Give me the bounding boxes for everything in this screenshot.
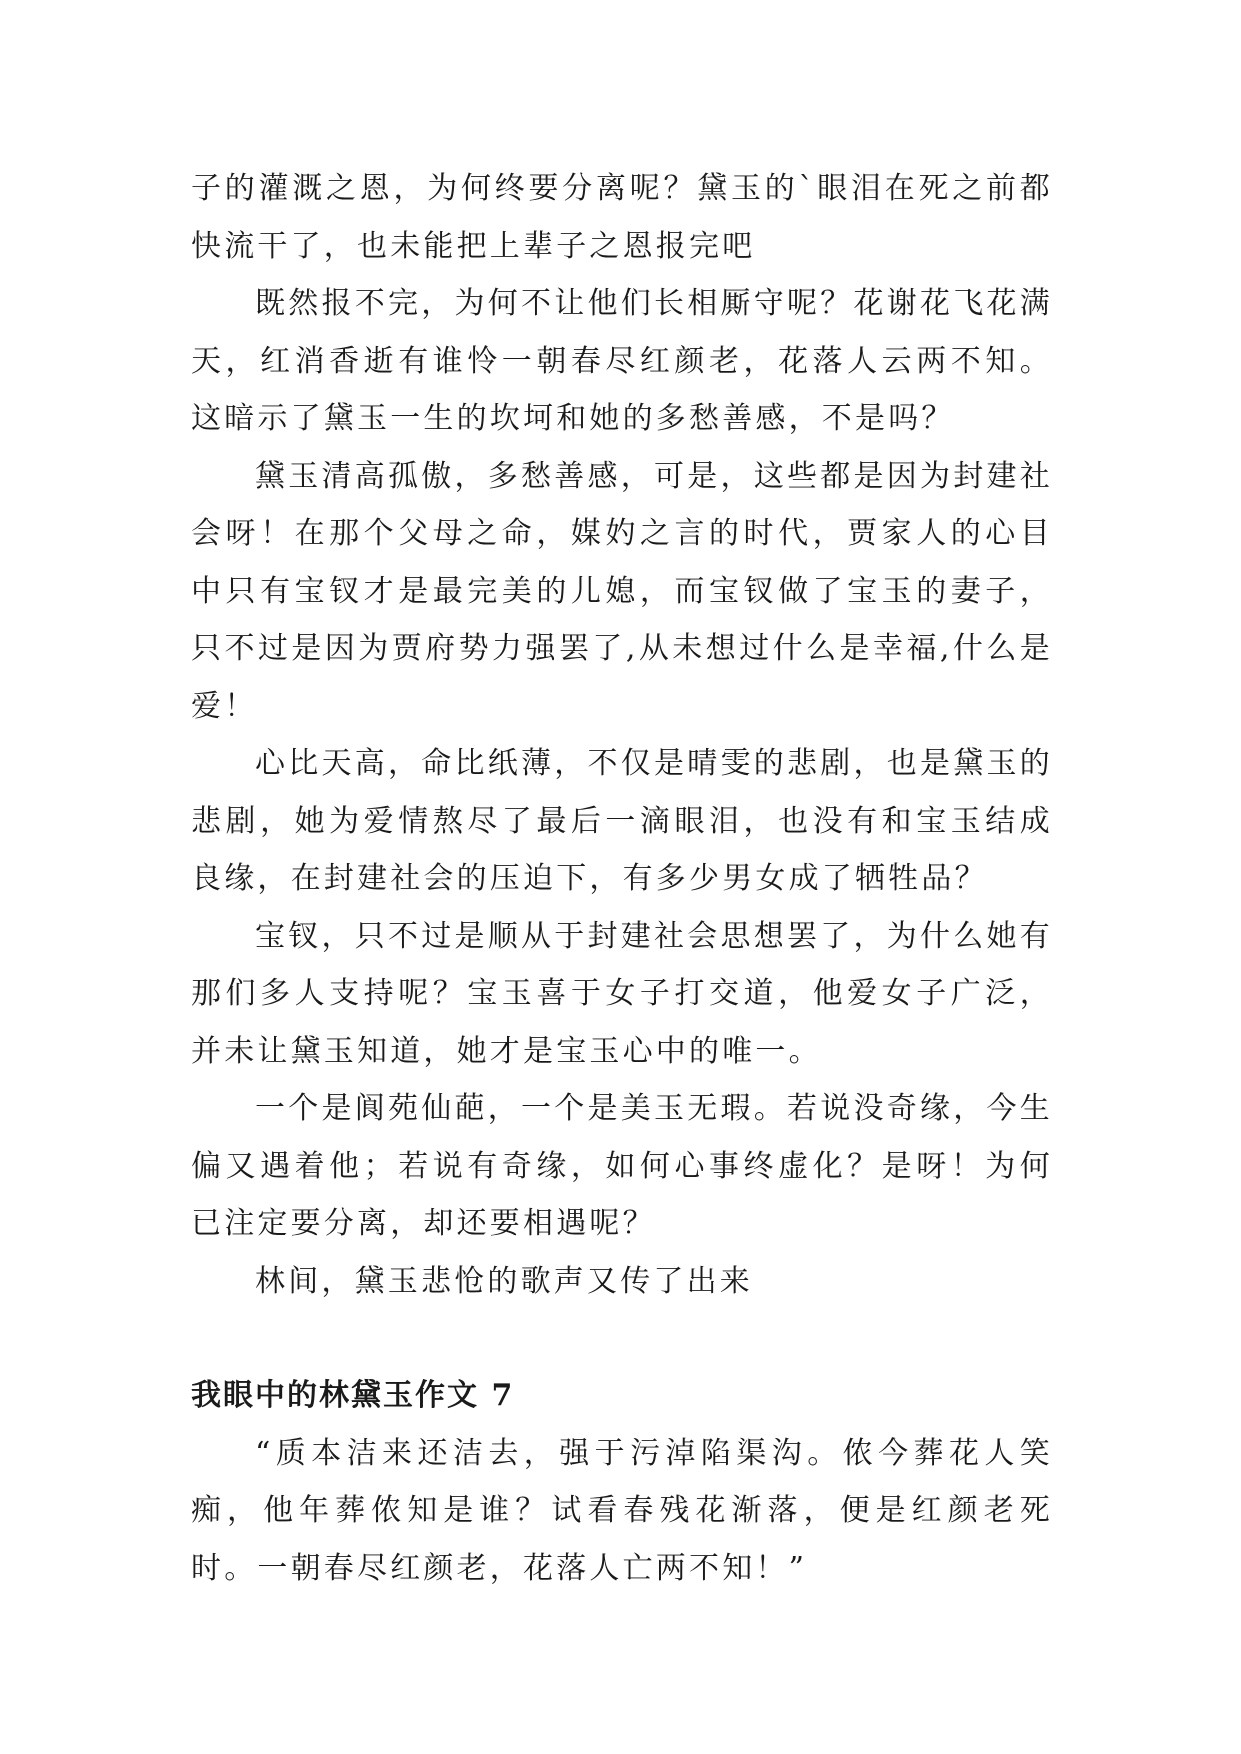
paragraph-3: 黛玉清高孤傲，多愁善感，可是，这些都是因为封建社会呀！在那个父母之命，媒妁之言的时代，贾家人的心目中只有宝钗才是最完美的儿媳，而宝钗做了宝玉的妻子，只不过是因为贾府势力强罢了,从未想过什么是幸福,什么是爱！ [191,458,1053,724]
paragraph-1: 子的灌溉之恩，为何终要分离呢？黛玉的`眼泪在死之前都快流干了，也未能把上辈子之恩报完吧 [191,171,1053,264]
section-title: 我眼中的林黛玉作文 7 [191,1378,515,1413]
document-body [191,160,1053,1597]
paragraph-5: 宝钗，只不过是顺从于封建社会思想罢了，为什么她有那们多人支持呢？宝玉喜于女子打交道，他爱女子广泛，并未让黛玉知道，她才是宝玉心中的唯一。 [191,918,1053,1069]
paragraph-2: 既然报不完，为何不让他们长相厮守呢？花谢花飞花满天，红消香逝有谁怜一朝春尽红颜老，花落人云两不知。这暗示了黛玉一生的坎坷和她的多愁善感，不是吗？ [191,286,1053,436]
paragraph-6: 一个是阆苑仙葩，一个是美玉无瑕。若说没奇缘，今生偏又遇着他；若说有奇缘，如何心事终虚化？是呀！为何已注定要分离，却还要相遇呢？ [191,1091,1053,1241]
paragraph-4: 心比天高，命比纸薄，不仅是晴雯的悲剧，也是黛玉的悲剧，她为爱情熬尽了最后一滴眼泪，也没有和宝玉结成良缘，在封建社会的压迫下，有多少男女成了牺牲品？ [191,746,1053,896]
paragraph-7: 林间，黛玉悲怆的歌声又传了出来 [255,1263,753,1299]
section-paragraph-1: “质本洁来还洁去，强于污淖陷渠沟。侬今葬花人笑痴，他年葬侬知是谁？试看春残花渐落，便是红颜老死时。一朝春尽红颜老，花落人亡两不知！” [191,1435,1053,1586]
